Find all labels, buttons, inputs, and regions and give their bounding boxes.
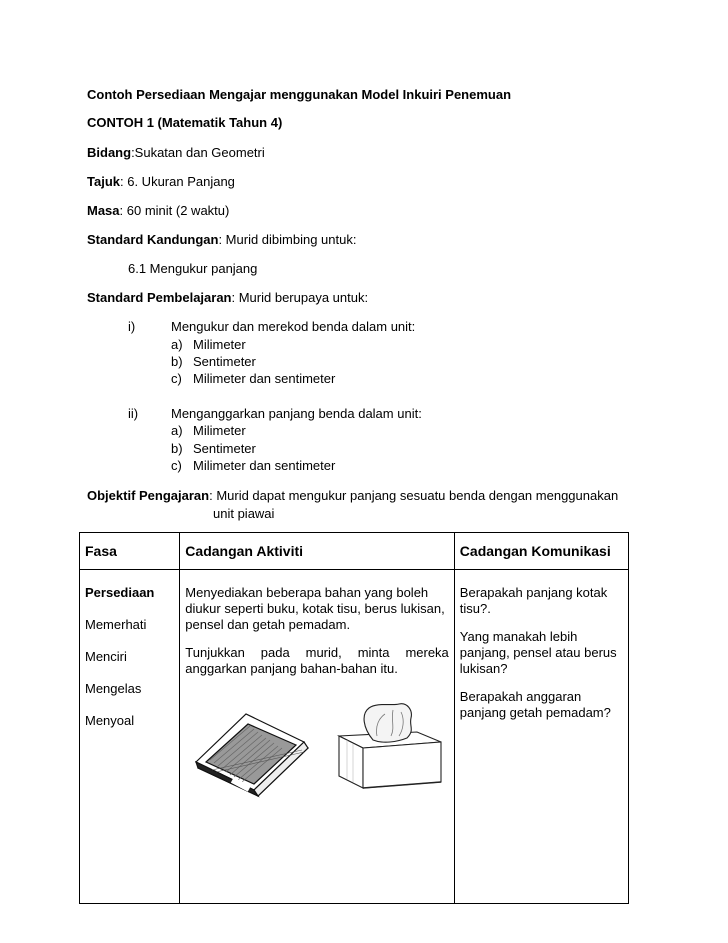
aktiviti-paragraph: Tunjukkan pada murid, minta mereka anggarkan panjang bahan-bahan itu. bbox=[185, 645, 449, 676]
header-aktiviti: Cadangan Aktiviti bbox=[180, 533, 455, 570]
sp-item-2-sub-c bbox=[171, 458, 335, 474]
komunikasi-item: Berapakah panjang kotak tisu?. bbox=[459, 585, 608, 616]
sub-label: b) bbox=[171, 441, 183, 456]
fasa-item: Memerhati bbox=[85, 617, 147, 632]
standard-pembelajaran-line bbox=[87, 290, 368, 306]
masa-line bbox=[87, 203, 229, 219]
sub-text: Milimeter dan sentimeter bbox=[193, 458, 336, 473]
objektif-value: : Murid dapat mengukur panjang sesuatu benda dengan menggunakan bbox=[209, 488, 619, 503]
objektif-line bbox=[87, 488, 618, 504]
sub-text: Sentimeter bbox=[193, 441, 256, 456]
masa-value: : 60 minit (2 waktu) bbox=[119, 203, 230, 218]
sp-item-1-text: Mengukur dan merekod benda dalam unit: bbox=[171, 319, 416, 334]
sp-item-1-sub-c bbox=[171, 371, 335, 387]
tajuk-value: : 6. Ukuran Panjang bbox=[120, 174, 235, 189]
tissue-box-illustration-icon bbox=[333, 700, 448, 792]
sub-text: Sentimeter bbox=[193, 354, 256, 369]
example-heading: CONTOH 1 (Matematik Tahun 4) bbox=[87, 115, 283, 130]
objektif-label: Objektif Pengajaran bbox=[87, 488, 210, 503]
sp-item-2-sub-a bbox=[171, 423, 246, 439]
tajuk-line bbox=[87, 174, 235, 190]
objektif-value-cont: unit piawai bbox=[213, 506, 275, 521]
sub-label: a) bbox=[171, 423, 183, 438]
table-header-row bbox=[80, 533, 629, 570]
fasa-item: Persediaan bbox=[85, 585, 155, 600]
standard-kandungan-label: Standard Kandungan bbox=[87, 232, 219, 247]
sub-label: c) bbox=[171, 371, 182, 386]
header-fasa: Fasa bbox=[80, 533, 180, 570]
tajuk-label: Tajuk bbox=[87, 174, 120, 189]
sub-text: Milimeter bbox=[193, 337, 246, 352]
book-illustration-icon bbox=[192, 710, 312, 802]
komunikasi-cell bbox=[454, 570, 628, 904]
sp-item-2-number: ii) bbox=[128, 406, 139, 421]
sp-item-2-sub-b bbox=[171, 441, 256, 457]
standard-kandungan-line bbox=[87, 232, 356, 248]
sp-item-1-sub-a bbox=[171, 337, 246, 353]
sp-item-2-text: Menganggarkan panjang benda dalam unit: bbox=[171, 406, 422, 421]
fasa-item: Mengelas bbox=[85, 681, 142, 696]
bidang-value: :Sukatan dan Geometri bbox=[131, 145, 265, 160]
fasa-item: Menyoal bbox=[85, 713, 135, 728]
sp-item-1-sub-b bbox=[171, 354, 256, 370]
header-komunikasi: Cadangan Komunikasi bbox=[454, 533, 628, 570]
document-title: Contoh Persediaan Mengajar menggunakan Model Inkuiri Penemuan bbox=[87, 87, 512, 102]
standard-kandungan-value: : Murid dibimbing untuk: bbox=[218, 232, 357, 247]
bidang-line bbox=[87, 145, 265, 161]
standard-pembelajaran-value: : Murid berupaya untuk: bbox=[231, 290, 369, 305]
aktiviti-paragraph: Menyediakan beberapa bahan yang boleh diukur seperti buku, kotak tisu, berus lukisan, pensel dan getah pemadam. bbox=[185, 585, 445, 632]
komunikasi-item: Berapakah anggaran panjang getah pemadam? bbox=[459, 689, 611, 720]
sub-label: b) bbox=[171, 354, 183, 369]
sub-label: c) bbox=[171, 458, 182, 473]
sub-text: Milimeter bbox=[193, 423, 246, 438]
masa-label: Masa bbox=[87, 203, 120, 218]
standard-pembelajaran-label: Standard Pembelajaran bbox=[87, 290, 232, 305]
sp-item-1-number: i) bbox=[128, 319, 136, 334]
komunikasi-item: Yang manakah lebih panjang, pensel atau berus lukisan? bbox=[459, 629, 617, 676]
standard-kandungan-item: 6.1 Mengukur panjang bbox=[128, 261, 258, 276]
bidang-label: Bidang bbox=[87, 145, 132, 160]
fasa-item: Menciri bbox=[85, 649, 127, 664]
sub-label: a) bbox=[171, 337, 183, 352]
fasa-cell bbox=[80, 570, 180, 904]
sub-text: Milimeter dan sentimeter bbox=[193, 371, 336, 386]
